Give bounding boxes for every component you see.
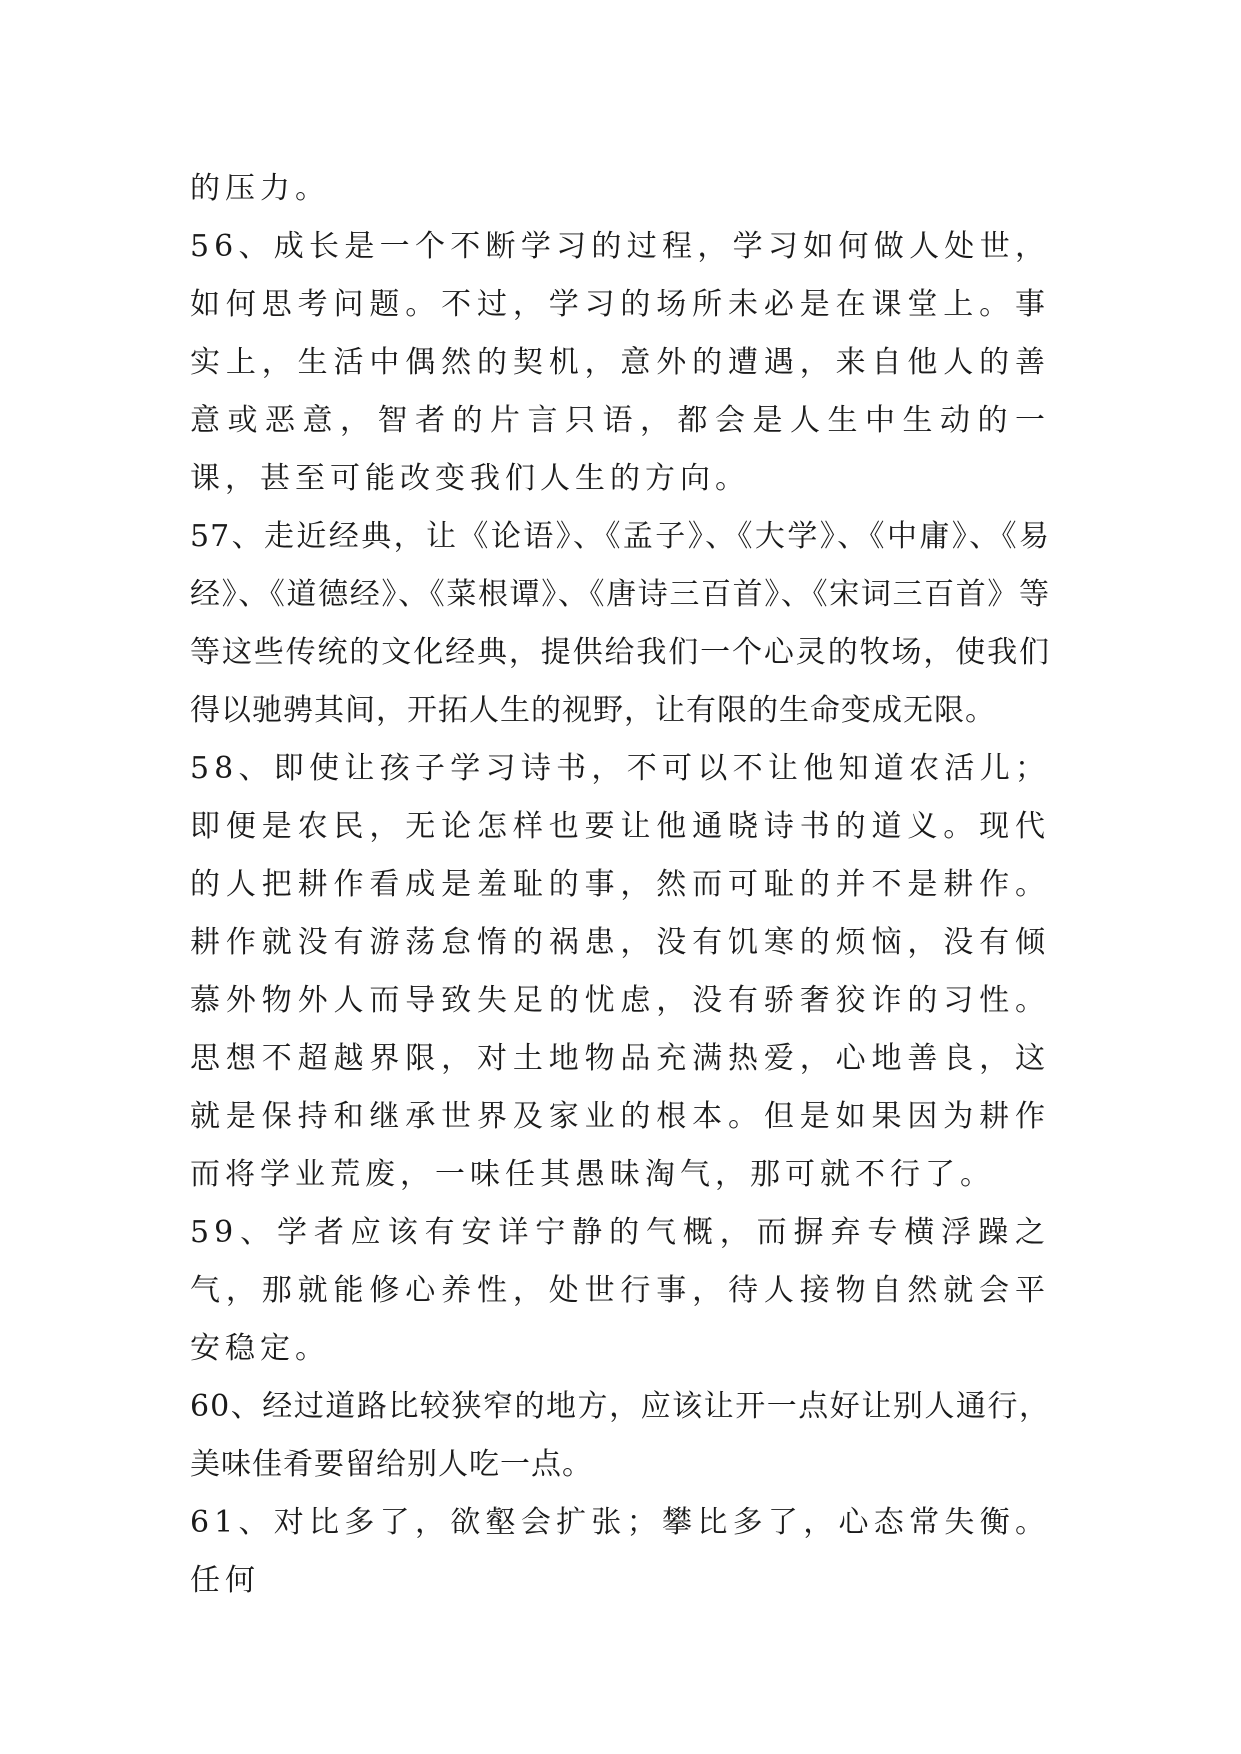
paragraph-57: 57、走近经典，让《论语》、《孟子》、《大学》、《中庸》、《易经》、《道德经》、《菜根谭》、《唐诗三百首》、《宋词三百首》等等这些传统的文化经典，提供给我们一个心灵的牧场，使我们得以驰骋其间，开拓人生的视野，让有限的生命变成无限。	[190, 519, 1050, 728]
paragraph-60: 60、经过道路比较狭窄的地方，应该让开一点好让别人通行，美味佳肴要留给别人吃一点。	[190, 1389, 1050, 1482]
paragraph-56: 56、成长是一个不断学习的过程，学习如何做人处世，如何思考问题。不过，学习的场所未必是在课堂上。事实上，生活中偶然的契机，意外的遭遇，来自他人的善意或恶意，智者的片言只语，都会是人生中生动的一课，甚至可能改变我们人生的方向。	[190, 229, 1050, 496]
document-body	[190, 160, 1050, 1610]
paragraph-continuation: 的压力。	[190, 171, 330, 206]
paragraph-59: 59、学者应该有安详宁静的气概，而摒弃专横浮躁之气，那就能修心养性，处世行事，待人接物自然就会平安稳定。	[190, 1215, 1050, 1366]
paragraph-58: 58、即使让孩子学习诗书，不可以不让他知道农活儿；即便是农民，无论怎样也要让他通晓诗书的道义。现代的人把耕作看成是羞耻的事，然而可耻的并不是耕作。耕作就没有游荡怠惰的祸患，没有饥寒的烦恼，没有倾慕外物外人而导致失足的忧虑，没有骄奢狡诈的习性。思想不超越界限，对土地物品充满热爱，心地善良，这就是保持和继承世界及家业的根本。但是如果因为耕作而将学业荒废，一味任其愚昧淘气，那可就不行了。	[190, 751, 1050, 1192]
paragraph-61: 61、对比多了，欲壑会扩张；攀比多了，心态常失衡。任何	[190, 1505, 1050, 1598]
